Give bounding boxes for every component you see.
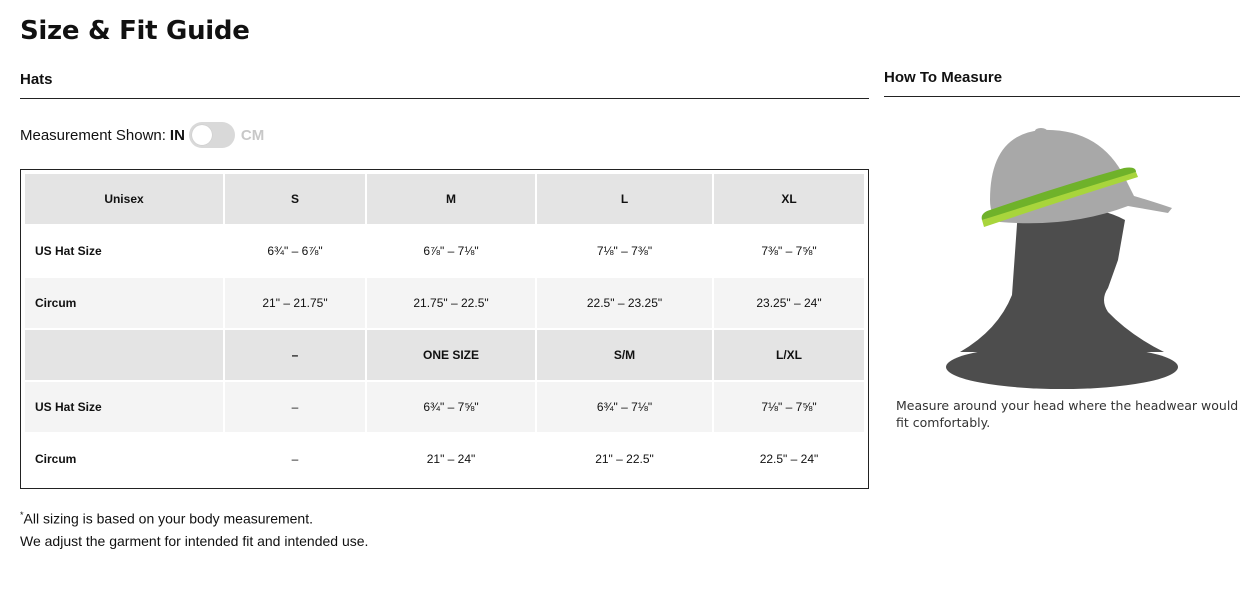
table-cell: 7⅛" – 7⅜" [537,226,712,276]
table-cell: 6¾" – 7⅝" [367,382,535,432]
table-cell: 21" – 21.75" [225,278,365,328]
how-to-measure-heading: How To Measure [884,69,1240,97]
table-cell: 22.5" – 24" [714,434,864,484]
footnote-line-1: All sizing is based on your body measurement. [23,510,313,527]
measurement-shown-label: Measurement Shown: [20,126,166,144]
table-cell: – [225,330,365,380]
table-row [25,174,864,224]
row-label-cell [25,330,223,380]
table-cell: 6¾" – 7⅛" [537,382,712,432]
row-label-cell: US Hat Size [25,226,223,276]
table-cell: S [225,174,365,224]
sizing-footnote [20,504,368,552]
table-cell: L/XL [714,330,864,380]
page-title: Size & Fit Guide [20,16,250,46]
head-measure-illustration [940,120,1185,392]
table-row [25,278,864,328]
table-row [25,382,864,432]
table-cell: L [537,174,712,224]
toggle-knob [192,125,212,145]
table-cell: XL [714,174,864,224]
table-cell: 21.75" – 22.5" [367,278,535,328]
table-cell: 21" – 24" [367,434,535,484]
footnote-line-2: We adjust the garment for intended fit and intended use. [20,532,369,549]
table-cell: 6¾" – 6⅞" [225,226,365,276]
table-cell: 7⅛" – 7⅝" [714,382,864,432]
table-cell: 6⅞" – 7⅛" [367,226,535,276]
unit-cm-label[interactable]: CM [240,126,265,144]
table-cell: S/M [537,330,712,380]
row-label-cell: Unisex [25,174,223,224]
row-label-cell: Circum [25,278,223,328]
table-row [25,330,864,380]
table-cell: – [225,382,365,432]
table-cell: ONE SIZE [367,330,535,380]
table-cell: – [225,434,365,484]
row-label-cell: Circum [25,434,223,484]
table-cell: 22.5" – 23.25" [537,278,712,328]
measurement-unit-row [20,121,264,149]
unit-toggle-switch[interactable] [189,122,235,148]
cap-button [1035,128,1047,134]
how-to-measure-text: Measure around your head where the headwear would fit comfortably. [896,398,1239,430]
table-cell: 7⅜" – 7⅝" [714,226,864,276]
footnote-asterisk: * [20,510,24,520]
table-row [25,434,864,484]
head-neck-silhouette [960,208,1164,352]
unit-in-label[interactable]: IN [169,126,185,144]
table-cell: 23.25" – 24" [714,278,864,328]
size-chart-table [20,169,869,489]
row-label-cell: US Hat Size [25,382,223,432]
section-heading-hats: Hats [20,71,869,99]
table-row [25,226,864,276]
table-cell: 21" – 22.5" [537,434,712,484]
table-cell: M [367,174,535,224]
